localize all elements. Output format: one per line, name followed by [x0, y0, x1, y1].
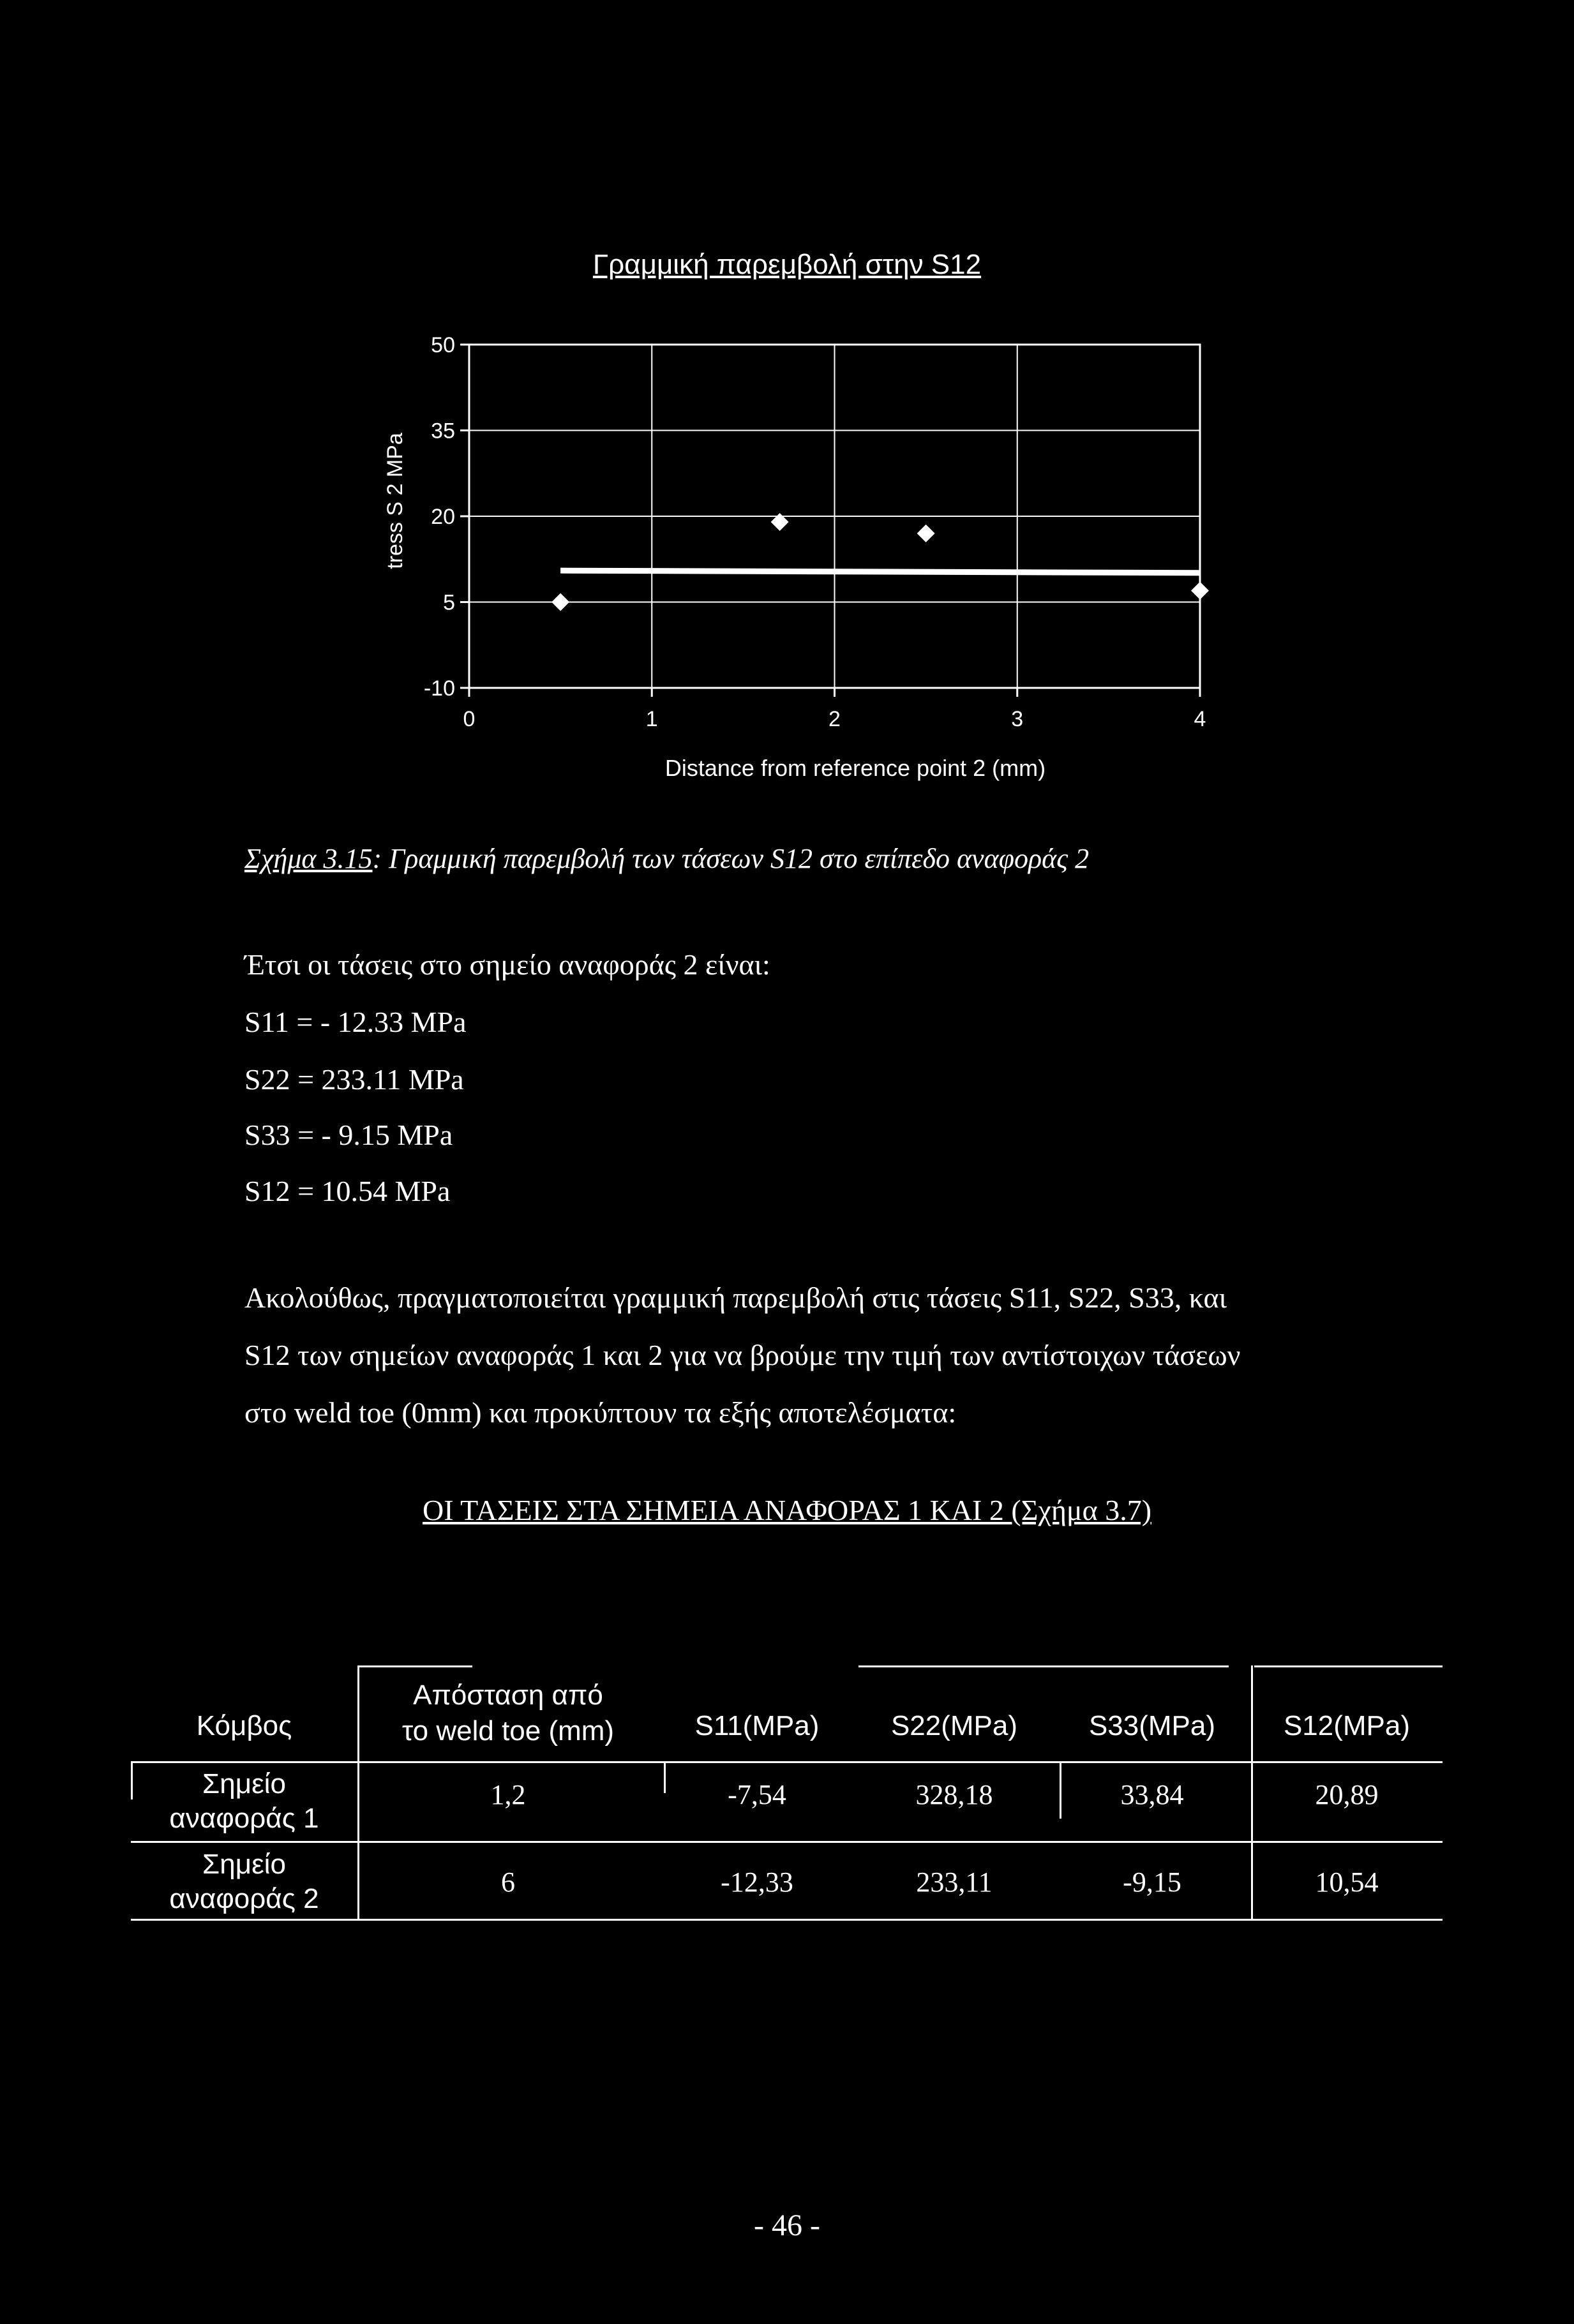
- y-tick-label: 50: [431, 333, 455, 357]
- header-s11: S11(MPa): [694, 1710, 820, 1741]
- page-number: - 46 -: [754, 2209, 820, 2242]
- y-tick-label: 5: [443, 590, 455, 615]
- rule-col-4-partial: [1060, 1761, 1061, 1819]
- row2-s33: -9,15: [1123, 1866, 1181, 1898]
- y-tick-label: 35: [431, 419, 455, 443]
- header-s12: S12(MPa): [1283, 1710, 1411, 1741]
- rule-header-top-distance: [357, 1665, 472, 1667]
- rule-col-5: [1251, 1665, 1253, 1921]
- x-tick-label: 0: [463, 707, 476, 731]
- y-tick-label: 20: [431, 505, 455, 529]
- interpolation-line: [560, 570, 1200, 573]
- rule-header-bottom: [131, 1761, 1443, 1763]
- stress-table: [131, 1665, 1443, 1921]
- rule-col-0-partial: [131, 1761, 133, 1799]
- data-point: [1191, 582, 1209, 600]
- rule-col-1: [357, 1665, 359, 1921]
- rule-row1-bottom: [131, 1841, 1443, 1843]
- paragraph-line-2: S12 των σημείων αναφοράς 1 και 2 για να βρούμε την τιμή των αντίστοιχων τάσεων: [244, 1339, 1241, 1371]
- results-intro: Έτσι οι τάσεις στο σημείο αναφοράς 2 είναι:: [244, 948, 770, 981]
- rule-header-top-middle: [858, 1665, 1229, 1667]
- y-axis-label: tress S 2 MPa: [383, 433, 407, 569]
- x-tick-label: 2: [828, 707, 841, 731]
- row2-node: [131, 1843, 357, 1921]
- row1-node-line-1: Σημείο: [202, 1768, 286, 1799]
- caption-text: : Γραμμική παρεμβολή των τάσεων S12 στο επίπεδο αναφοράς 2: [372, 843, 1090, 874]
- data-point: [917, 525, 935, 542]
- row2-distance: 6: [501, 1866, 515, 1898]
- paragraph-line-3: στο weld toe (0mm) και προκύπτουν τα εξής αποτελέσματα:: [244, 1396, 957, 1429]
- row2-node-line-2: αναφοράς 2: [169, 1883, 319, 1914]
- rule-table-bottom: [131, 1919, 1443, 1921]
- result-s33: S33 = - 9.15 MPa: [244, 1119, 453, 1151]
- header-distance-line-1: Απόσταση από: [413, 1680, 603, 1711]
- header-distance: [357, 1665, 659, 1761]
- header-s33: S33(MPa): [1088, 1710, 1216, 1741]
- row1-s22: 328,18: [915, 1779, 993, 1810]
- x-tick-label: 4: [1194, 707, 1206, 731]
- paragraph-line-1: Ακολούθως, πραγματοποιείται γραμμική παρεμβολή στις τάσεις S11, S22, S33, και: [244, 1281, 1227, 1314]
- rule-col-2-partial: [664, 1761, 666, 1793]
- row2-s22: 233,11: [916, 1866, 993, 1898]
- header-s22: S22(MPa): [890, 1710, 1018, 1741]
- x-tick-label: 3: [1011, 707, 1024, 731]
- caption-label: Σχήμα 3.15: [244, 843, 373, 874]
- x-axis-label: Distance from reference point 2 (mm): [664, 755, 1046, 781]
- figure-caption: [244, 842, 1089, 875]
- row1-node: [131, 1761, 357, 1841]
- header-distance-line-2: το weld toe (mm): [401, 1715, 615, 1747]
- result-s12: S12 = 10.54 MPa: [244, 1175, 451, 1207]
- result-s22: S22 = 233.11 MPa: [244, 1063, 464, 1096]
- data-point: [551, 593, 569, 611]
- row1-s12: 20,89: [1315, 1779, 1379, 1810]
- result-s11: S11 = - 12.33 MPa: [244, 1006, 467, 1038]
- row2-s11: -12,33: [721, 1866, 793, 1898]
- x-tick-label: 1: [645, 707, 658, 731]
- row2-s12: 10,54: [1315, 1866, 1379, 1898]
- row1-node-line-2: αναφοράς 1: [169, 1802, 319, 1834]
- chart: [0, 300, 1574, 798]
- row1-s11: -7,54: [728, 1779, 786, 1810]
- chart-title: Γραμμική παρεμβολή στην S12: [592, 249, 982, 280]
- table-heading: ΟΙ ΤΑΣΕΙΣ ΣΤΑ ΣΗΜΕΙΑ ΑΝΑΦΟΡΑΣ 1 ΚΑΙ 2 (Σχήμα 3.7): [422, 1494, 1152, 1526]
- row1-distance: 1,2: [490, 1779, 526, 1810]
- rule-header-top-s12: [1254, 1665, 1443, 1667]
- row1-s33: 33,84: [1120, 1779, 1184, 1810]
- row2-node-line-1: Σημείο: [202, 1849, 286, 1880]
- header-node: Κόμβος: [196, 1710, 292, 1741]
- y-tick-label: -10: [423, 676, 455, 701]
